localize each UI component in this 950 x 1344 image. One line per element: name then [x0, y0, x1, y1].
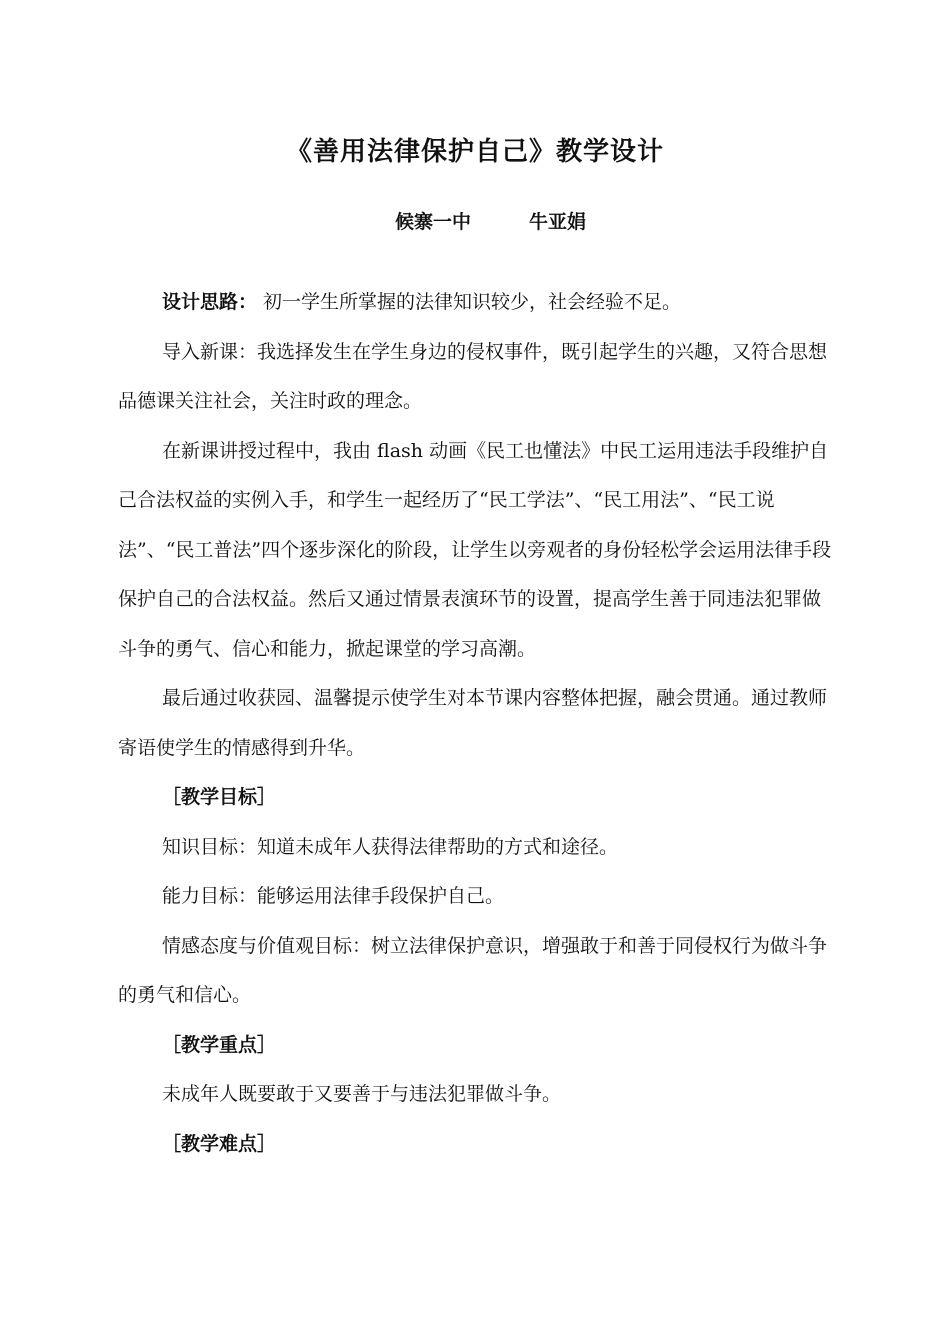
- document-title: 《善用法律保护自己》教学设计: [285, 137, 664, 167]
- teaching-process-paragraph: 在新课讲授过程中，我由 flash 动画《民工也懂法》中民工运用违法手段维护自己合法权益的实例入手，和学生一起经历了“民工学法”、“民工用法”、“民工说法”、“民工普法”四个逐步深化的阶段，让学生以旁观者的身份轻松学会运用法律手段保护自己的合法权益。然后又通过情景表演环节的设置，提高学生善于同违法犯罪做斗争的勇气、信心和能力，掀起课堂的学习高潮。: [118, 439, 832, 660]
- design-idea-paragraph: [118, 278, 834, 328]
- heading-teaching-key: ［教学重点］: [162, 1033, 277, 1056]
- design-idea-text: 初一学生所掌握的法律知识较少，社会经验不足。: [257, 291, 682, 313]
- author-line: [395, 206, 586, 238]
- goal-ability: 能力目标：能够运用法律手段保护自己。: [162, 885, 505, 907]
- design-idea-label: 设计思路：: [162, 291, 258, 313]
- goal-emotion: 情感态度与价值观目标：树立法律保护意识，增强敢于和善于同侵权行为做斗争的勇气和信心。: [118, 934, 828, 1006]
- goal-knowledge: 知识目标：知道未成年人获得法律帮助的方式和途径。: [162, 835, 619, 858]
- author-school: 候寨一中: [395, 211, 472, 233]
- conclusion-paragraph: 最后通过收获园、温馨提示使学生对本节课内容整体把握，融会贯通。通过教师寄语使学生的情感得到升华。: [118, 687, 828, 759]
- document-body: [118, 278, 834, 1169]
- teaching-key-text: 未成年人既要敢于又要善于与违法犯罪做斗争。: [162, 1083, 562, 1105]
- intro-paragraph: 导入新课：我选择发生在学生身边的侵权事件，既引起学生的兴趣，又符合思想品德课关注社会，关注时政的理念。: [118, 340, 828, 412]
- author-name: 牛亚娟: [529, 211, 587, 233]
- heading-teaching-difficulty: ［教学难点］: [162, 1132, 277, 1155]
- heading-teaching-goals: ［教学目标］: [162, 786, 277, 808]
